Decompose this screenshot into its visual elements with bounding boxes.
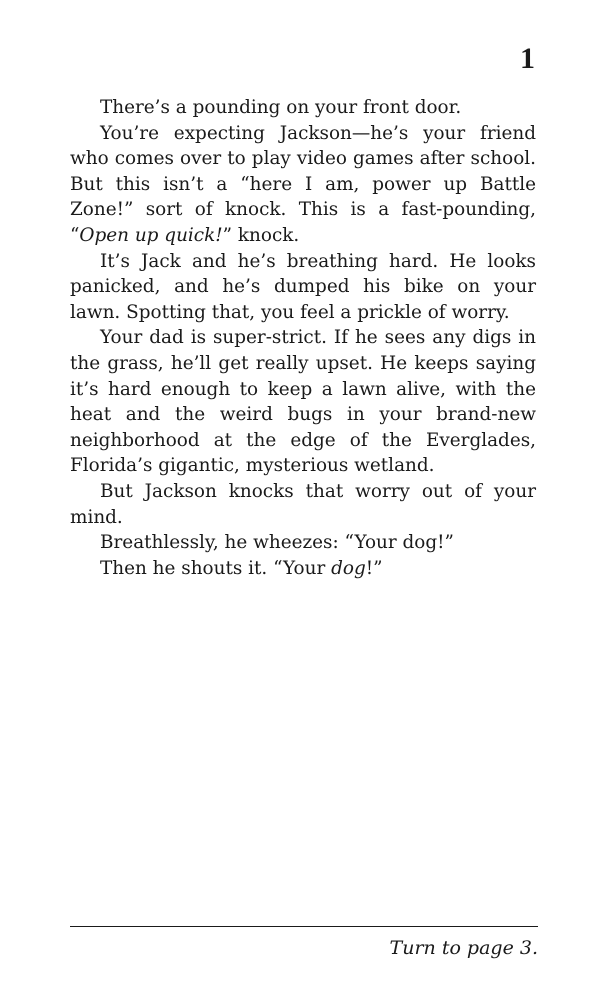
footer-divider bbox=[70, 926, 538, 927]
paragraph: Your dad is super-strict. If he sees any digs in the grass, he’ll get really upset. He keeps saying it’s hard enough to keep a lawn alive, with the heat and the weird bugs in your brand-new neighborhood at the edge of the Everglades, Florida’s gigantic, mysterious wetland. bbox=[70, 327, 536, 477]
turn-to-page-instruction: Turn to page 3. bbox=[389, 937, 538, 959]
paragraph: Breathlessly, he wheezes: “Your dog!” bbox=[100, 532, 454, 554]
emphasis-text: Open up quick! bbox=[79, 224, 223, 246]
paragraph: Then he shouts it. “Your dog!” bbox=[100, 557, 383, 579]
paragraph: There’s a pounding on your front door. bbox=[100, 97, 462, 118]
paragraph: You’re expecting Jackson—he’s your friend who comes over to play video games after school. But this isn’t a “here I am, power up Battle Zone!” sort of knock. This is a fast-pounding, “Open up quick!” knock. bbox=[70, 122, 536, 246]
emphasis-text: dog bbox=[331, 557, 366, 579]
paragraph: It’s Jack and he’s breathing hard. He looks panicked, and he’s dumped his bike on your lawn. Spotting that, you feel a prickle of worry. bbox=[70, 250, 536, 323]
story-text bbox=[70, 95, 536, 581]
paragraph: But Jackson knocks that worry out of your mind. bbox=[70, 480, 536, 528]
page-number: 1 bbox=[520, 42, 535, 75]
